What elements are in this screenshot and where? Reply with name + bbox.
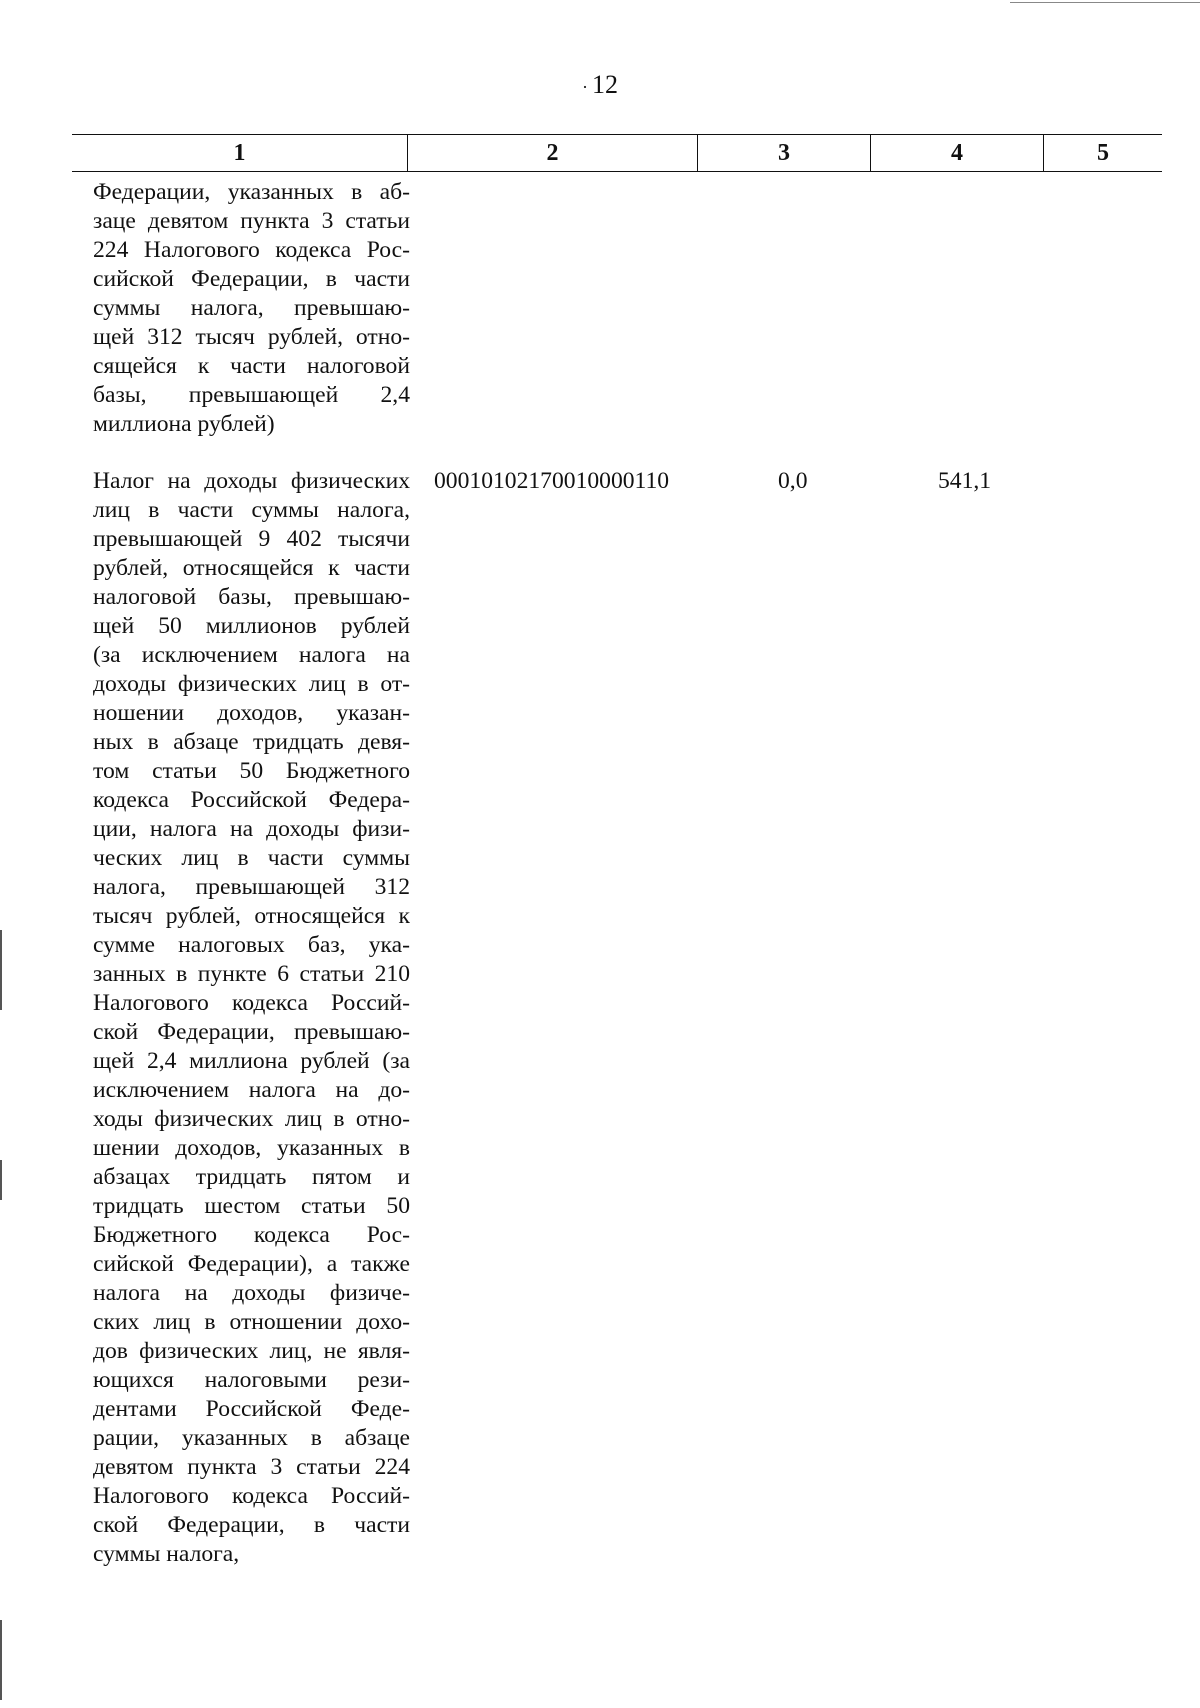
text-line: сийской Федерации, в части	[93, 266, 410, 292]
text-line: ских лиц в отношении дохо-	[93, 1309, 410, 1335]
text-line: превышающей 9 402 тысячи	[93, 526, 410, 552]
text-line: суммы налога,	[93, 1541, 240, 1567]
text-line: (за исключением налога на	[93, 642, 410, 668]
text-line: кодекса Российской Федера-	[93, 787, 410, 813]
text-line: сийской Федерации), а также	[93, 1251, 410, 1277]
text-line: щей 312 тысяч рублей, отно-	[93, 324, 410, 350]
text-line: доходы физических лиц в от-	[93, 671, 410, 697]
text-line: ской Федерации, превышаю-	[93, 1019, 410, 1045]
page-number-text: 12	[592, 70, 618, 99]
header-col-3: 3	[697, 135, 870, 171]
text-line: занных в пункте 6 статьи 210	[93, 961, 410, 987]
header-col-4: 4	[870, 135, 1043, 171]
text-line: том статьи 50 Бюджетного	[93, 758, 410, 784]
text-line: налога, превышающей 312	[93, 874, 410, 900]
scan-top-rule	[1010, 2, 1200, 3]
scan-edge-mark	[0, 1620, 2, 1700]
header-col-1: 1	[233, 139, 246, 166]
header-col-5: 5	[1043, 135, 1162, 171]
row2-col4-value: 541,1	[938, 468, 992, 494]
text-line: девятом пункта 3 статьи 224	[93, 1454, 410, 1480]
text-line: рублей, относящейся к части	[93, 555, 410, 581]
text-line: Бюджетного кодекса Рос-	[93, 1222, 410, 1248]
text-line: щей 50 миллионов рублей	[93, 613, 410, 639]
text-line: суммы налога, превышаю-	[93, 295, 410, 321]
text-line: абзацах тридцать пятом и	[93, 1164, 410, 1190]
scan-edge-mark	[0, 1160, 2, 1200]
header-col-2: 2	[407, 135, 697, 171]
text-line: миллиона рублей)	[93, 411, 275, 437]
row2-col3-value: 0,0	[778, 468, 808, 494]
row1-description	[72, 178, 410, 439]
text-line: ции, налога на доходы физи-	[93, 816, 410, 842]
text-line: шении доходов, указанных в	[93, 1135, 410, 1161]
text-line: рации, указанных в абзаце	[93, 1425, 410, 1451]
text-line: тысяч рублей, относящейся к	[93, 903, 410, 929]
text-line: Налог на доходы физических	[93, 468, 410, 494]
text-line: Федерации, указанных в аб-	[93, 179, 410, 205]
text-line: ношении доходов, указан-	[93, 700, 410, 726]
row2-code: 00010102170010000110	[434, 468, 670, 494]
page-number-dot: ·	[582, 77, 588, 97]
text-line: сумме налоговых баз, ука-	[93, 932, 410, 958]
scan-edge-mark	[0, 930, 2, 1010]
row2-description	[72, 467, 410, 1569]
text-line: налога на доходы физиче-	[93, 1280, 410, 1306]
page-number	[0, 70, 1200, 100]
text-line: исключением налога на до-	[93, 1077, 410, 1103]
text-line: сящейся к части налоговой	[93, 353, 410, 379]
text-line: ющихся налоговыми рези-	[93, 1367, 410, 1393]
text-line: заце девятом пункта 3 статьи	[93, 208, 410, 234]
text-line: дентами Российской Феде-	[93, 1396, 410, 1422]
budget-table	[72, 134, 1162, 1569]
table-header-row	[72, 134, 1162, 172]
text-line: 224 Налогового кодекса Рос-	[93, 237, 410, 263]
text-line: лиц в части суммы налога,	[93, 497, 410, 523]
table-row	[72, 467, 1162, 1569]
text-line: ской Федерации, в части	[93, 1512, 410, 1538]
text-line: ных в абзаце тридцать девя-	[93, 729, 410, 755]
text-line: дов физических лиц, не явля-	[93, 1338, 410, 1364]
text-line: налоговой базы, превышаю-	[93, 584, 410, 610]
text-line: ходы физических лиц в отно-	[93, 1106, 410, 1132]
table-row	[72, 178, 1162, 439]
text-line: тридцать шестом статьи 50	[93, 1193, 410, 1219]
text-line: базы, превышающей 2,4	[93, 382, 410, 408]
text-line: щей 2,4 миллиона рублей (за	[93, 1048, 410, 1074]
text-line: ческих лиц в части суммы	[93, 845, 410, 871]
text-line: Налогового кодекса Россий-	[93, 990, 410, 1016]
text-line: Налогового кодекса Россий-	[93, 1483, 410, 1509]
